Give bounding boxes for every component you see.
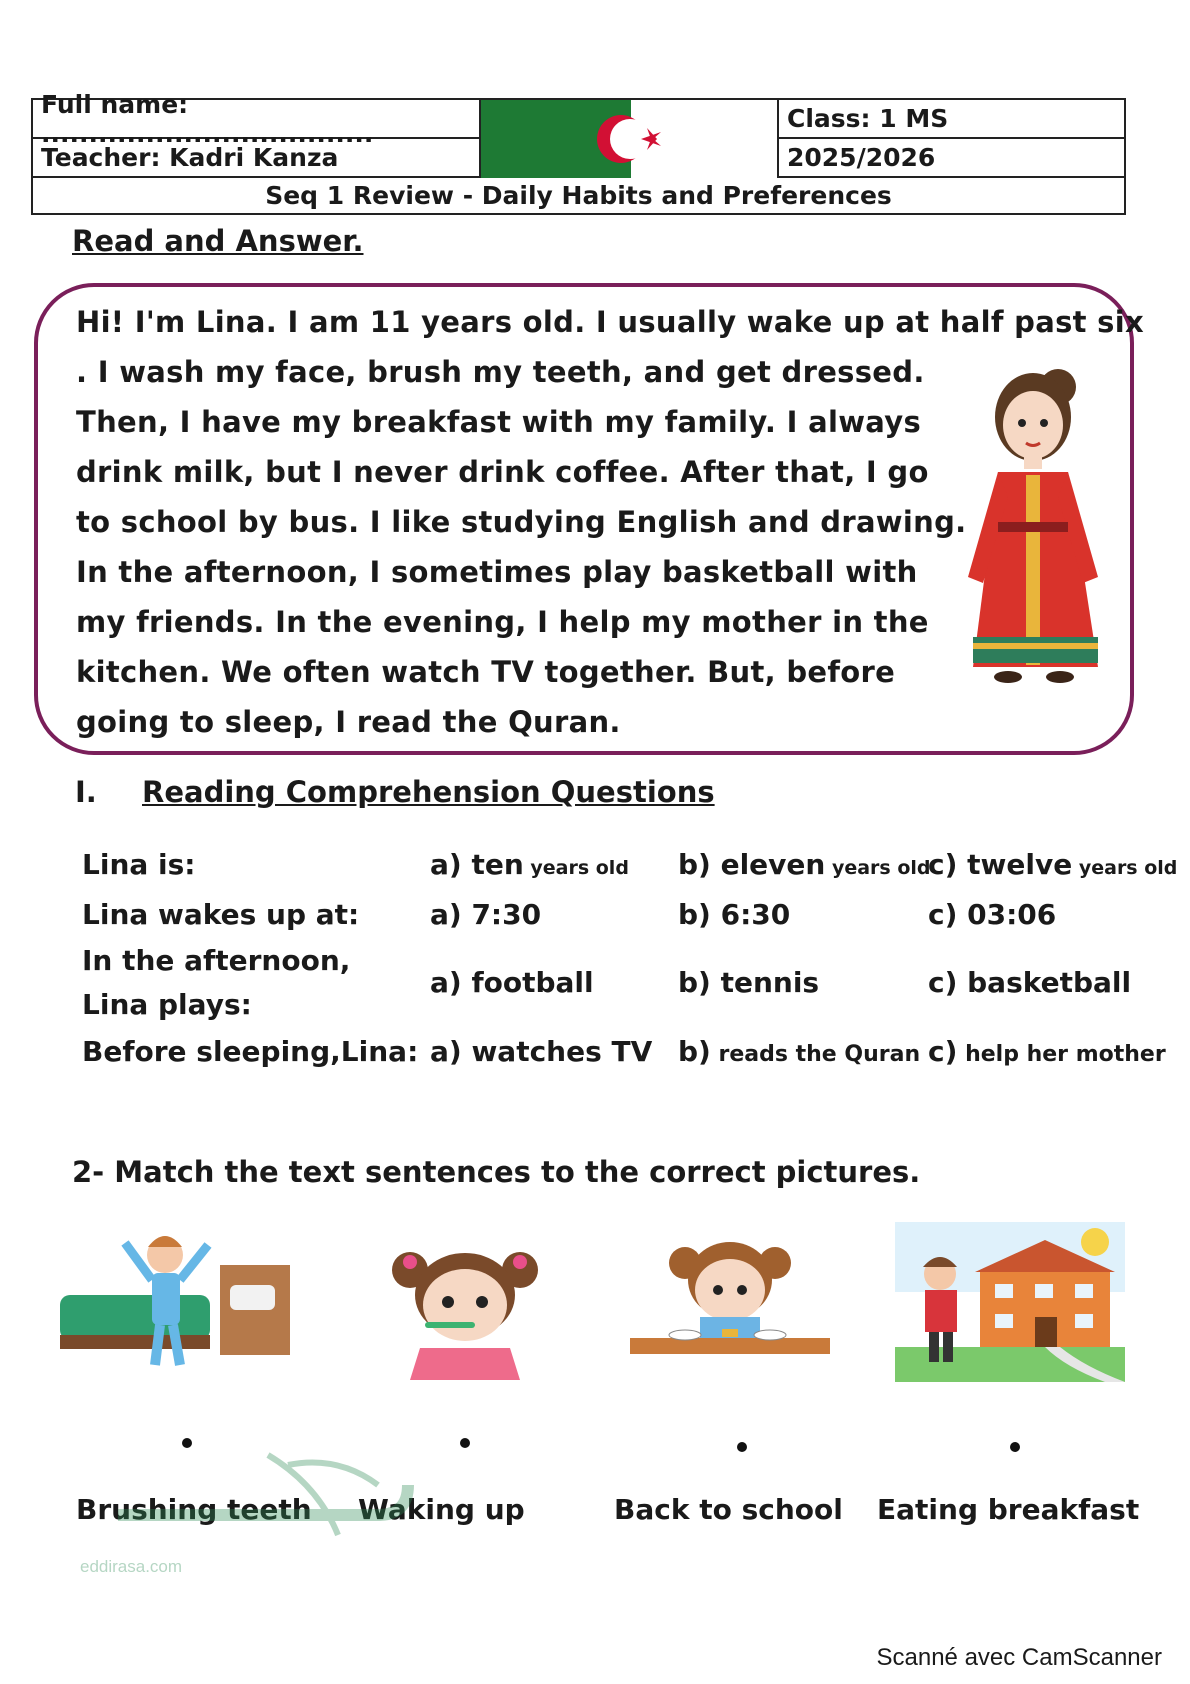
option-text: b) — [678, 1035, 711, 1068]
teacher-name: Teacher: Kadri Kanza — [33, 139, 479, 178]
read-and-answer-title: Read and Answer. — [72, 224, 364, 258]
question-2-option-a[interactable]: a) 7:30 — [430, 898, 542, 931]
header-table — [31, 89, 1126, 215]
option-suffix: help her mother — [957, 1042, 1166, 1067]
option-text: c) — [928, 1035, 958, 1068]
comprehension-title: Reading Comprehension Questions — [142, 775, 715, 809]
girl-traditional-dress-illustration — [938, 347, 1138, 697]
passage-line: In the afternoon, I sometimes play basketball with — [76, 555, 918, 589]
eating-breakfast-picture — [630, 1235, 830, 1370]
matching-title: 2- Match the text sentences to the correct pictures. — [72, 1155, 921, 1189]
question-3-option-a[interactable]: a) football — [430, 966, 594, 999]
eddirasa-logo-icon — [78, 1445, 438, 1555]
algeria-flag-icon — [479, 100, 779, 178]
passage-line: my friends. In the evening, I help my mother in the — [76, 605, 929, 639]
option-suffix: years old — [523, 857, 629, 879]
option-text: b) eleven — [678, 848, 826, 881]
question-4-option-a[interactable]: a) watches TV — [430, 1035, 653, 1068]
option-text: c) twelve — [928, 848, 1073, 881]
question-3-label-line1: In the afternoon, — [82, 944, 351, 977]
reading-passage-box — [34, 283, 1144, 755]
question-3-label-line2: Lina plays: — [82, 988, 252, 1021]
question-1-option-a[interactable] — [430, 848, 629, 881]
passage-line: to school by bus. I like studying English and drawing. — [76, 505, 967, 539]
question-4-label: Before sleeping,Lina: — [82, 1035, 419, 1068]
watermark-site: eddirasa.com — [80, 1557, 183, 1576]
full-name-field: Full name: ................................... — [33, 100, 479, 139]
caption-back-to-school: Back to school — [614, 1493, 843, 1526]
class-label: Class: 1 MS — [779, 100, 1124, 139]
camscanner-footer: Scanné avec CamScanner — [876, 1644, 1162, 1671]
question-1-option-c[interactable] — [928, 848, 1177, 881]
caption-eating-breakfast: Eating breakfast — [877, 1493, 1140, 1526]
match-dot[interactable] — [737, 1442, 747, 1452]
caption-waking-up: Waking up — [358, 1493, 525, 1526]
option-suffix: years old — [825, 857, 931, 879]
question-1-option-b[interactable] — [678, 848, 931, 881]
passage-line: drink milk, but I never drink coffee. After that, I go — [76, 455, 929, 489]
option-suffix: years old — [1072, 857, 1178, 879]
question-3-option-c[interactable]: c) basketball — [928, 966, 1132, 999]
option-suffix: reads the Quran — [710, 1042, 921, 1067]
waking-up-picture — [60, 1225, 300, 1370]
question-4-option-c[interactable] — [928, 1035, 1166, 1068]
comprehension-number: I. — [75, 775, 97, 809]
passage-line: going to sleep, I read the Quran. — [76, 705, 621, 739]
passage-line: . I wash my face, brush my teeth, and get dressed. — [76, 355, 925, 389]
match-dot[interactable] — [1010, 1442, 1020, 1452]
passage-line: kitchen. We often watch TV together. But, before — [76, 655, 896, 689]
passage-line: Then, I have my breakfast with my family. I always — [76, 405, 922, 439]
option-text: a) ten — [430, 848, 524, 881]
question-1-label: Lina is: — [82, 848, 196, 881]
question-3-option-b[interactable]: b) tennis — [678, 966, 820, 999]
school-year: 2025/2026 — [779, 139, 1124, 178]
question-2-option-b[interactable]: b) 6:30 — [678, 898, 791, 931]
eddirasa-watermark — [78, 1445, 438, 1576]
back-to-school-picture — [895, 1222, 1125, 1382]
brushing-teeth-picture — [380, 1240, 550, 1380]
match-dot[interactable] — [460, 1438, 470, 1448]
passage-line: Hi! I'm Lina. I am 11 years old. I usually wake up at half past six — [76, 305, 1144, 339]
sequence-title: Seq 1 Review - Daily Habits and Preferences — [265, 181, 892, 210]
question-2-label: Lina wakes up at: — [82, 898, 360, 931]
caption-brushing-teeth: Brushing teeth — [76, 1493, 312, 1526]
question-2-option-c[interactable]: c) 03:06 — [928, 898, 1057, 931]
question-4-option-b[interactable] — [678, 1035, 920, 1068]
